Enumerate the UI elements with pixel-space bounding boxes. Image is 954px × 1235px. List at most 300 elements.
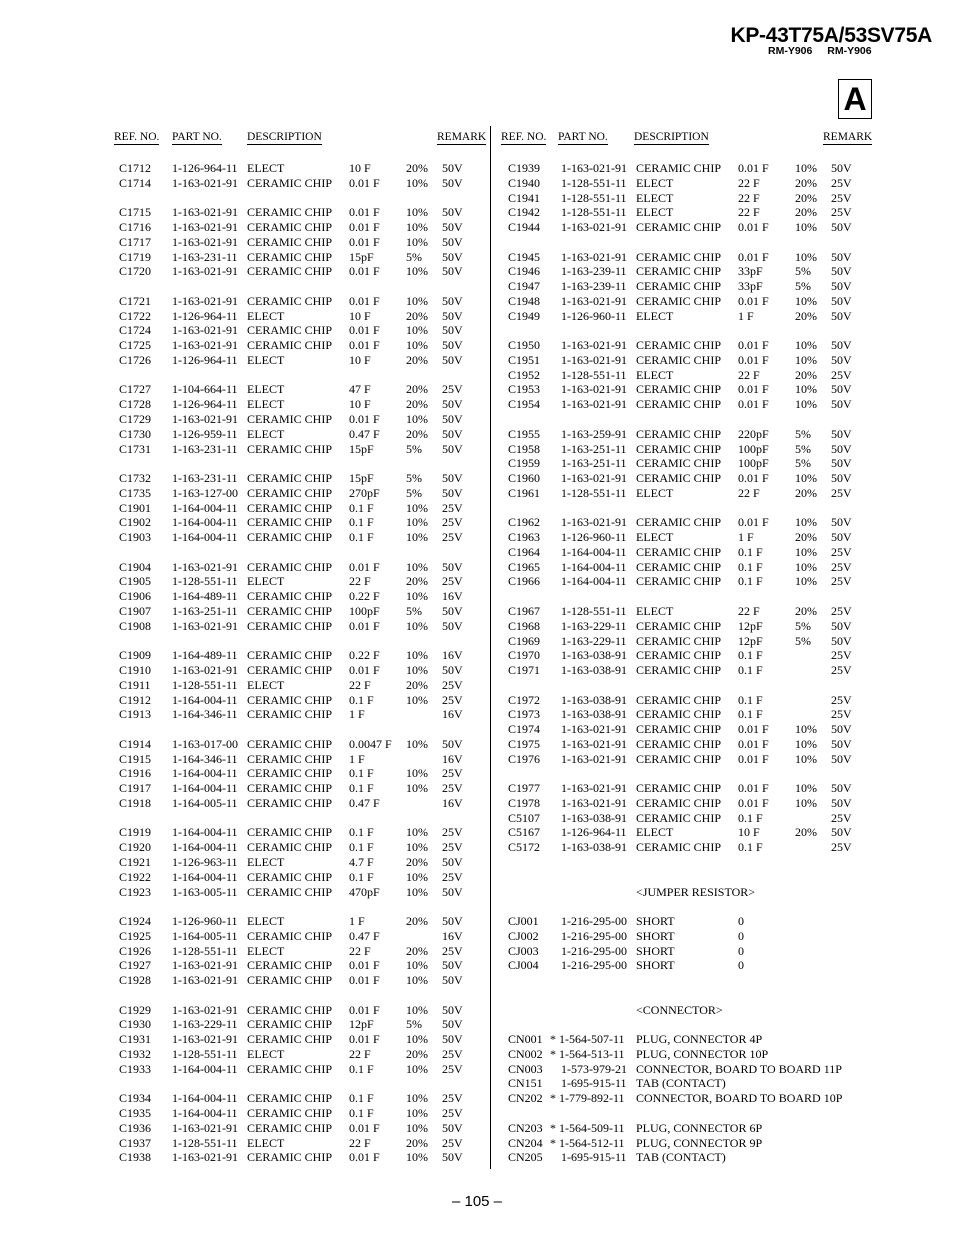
cell-description: CERAMIC CHIP bbox=[636, 574, 722, 589]
cell-description: TAB (CONTACT) bbox=[636, 1076, 726, 1091]
cell-tolerance: 5% bbox=[406, 441, 422, 456]
cell-value: 0.01 F bbox=[738, 249, 769, 264]
cell-tolerance: 10% bbox=[406, 869, 428, 884]
cell-ref-no: C1963 bbox=[508, 530, 541, 545]
cell-value: 10 F bbox=[738, 825, 760, 840]
cell-voltage: 50V bbox=[831, 441, 852, 456]
cell-ref-no: C1928 bbox=[119, 973, 152, 988]
cell-part-no: 1-126-964-11 bbox=[561, 825, 627, 840]
cell-ref-no: CJ004 bbox=[508, 958, 539, 973]
cell-tolerance: 20% bbox=[406, 161, 428, 175]
cell-value: 0.01 F bbox=[349, 559, 380, 574]
cell-part-no: 1-163-021-91 bbox=[172, 559, 238, 574]
cell-ref-no: CN003 bbox=[508, 1061, 543, 1076]
cell-ref-no: C1960 bbox=[508, 471, 541, 486]
cell-value: 0.01 F bbox=[349, 663, 380, 678]
cell-part-no: 1-164-004-11 bbox=[561, 544, 627, 559]
cell-ref-no: C1937 bbox=[119, 1135, 152, 1150]
cell-voltage: 50V bbox=[442, 234, 463, 249]
cell-tolerance: 10% bbox=[406, 323, 428, 338]
cell-tolerance: 5% bbox=[406, 1017, 422, 1032]
cell-part-no: 1-163-021-91 bbox=[561, 338, 627, 353]
cell-value: 12pF bbox=[349, 1017, 374, 1032]
cell-description: CERAMIC CHIP bbox=[636, 722, 722, 737]
cell-value: 1 F bbox=[738, 308, 754, 323]
cell-value: 0.01 F bbox=[349, 220, 380, 235]
cell-voltage: 25V bbox=[442, 781, 463, 796]
cell-part-no: 1-163-021-91 bbox=[561, 220, 627, 235]
cell-voltage: 16V bbox=[442, 751, 463, 766]
cell-description: ELECT bbox=[247, 1046, 285, 1061]
cell-description: CERAMIC CHIP bbox=[636, 279, 722, 294]
cell-ref-no: C1923 bbox=[119, 884, 152, 899]
cell-value: 22 F bbox=[738, 603, 760, 618]
cell-tolerance: 10% bbox=[795, 220, 817, 235]
cell-description: ELECT bbox=[636, 308, 674, 323]
cell-ref-no: C1931 bbox=[119, 1032, 152, 1047]
cell-value: 12pF bbox=[738, 633, 763, 648]
cell-tolerance: 10% bbox=[406, 663, 428, 678]
cell-part-no: 1-164-005-11 bbox=[172, 928, 238, 943]
cell-description: CERAMIC CHIP bbox=[636, 264, 722, 279]
cell-part-no: 1-163-021-91 bbox=[561, 795, 627, 810]
cell-ref-no: C1924 bbox=[119, 914, 152, 929]
cell-ref-no: C1973 bbox=[508, 707, 541, 722]
cell-part-no: 1-126-964-11 bbox=[172, 308, 238, 323]
cell-value: 220pF bbox=[738, 426, 769, 441]
cell-value: 0.01 F bbox=[738, 736, 769, 751]
cell-description: SHORT bbox=[636, 914, 675, 929]
cell-voltage: 50V bbox=[442, 323, 463, 338]
cell-description: ELECT bbox=[247, 914, 285, 929]
cell-description: CERAMIC CHIP bbox=[247, 412, 333, 427]
cell-part-no: 1-163-229-11 bbox=[172, 1017, 238, 1032]
cell-value: 0.01 F bbox=[738, 751, 769, 766]
cell-voltage: 16V bbox=[442, 795, 463, 810]
cell-description: ELECT bbox=[636, 205, 674, 220]
cell-value: 0.1 F bbox=[349, 869, 374, 884]
cell-ref-no: CN001 bbox=[508, 1032, 543, 1047]
cell-part-no: 1-163-021-91 bbox=[172, 1120, 238, 1135]
cell-part-no: 1-164-004-11 bbox=[172, 692, 238, 707]
cell-voltage: 25V bbox=[831, 485, 852, 500]
cell-description: CERAMIC CHIP bbox=[636, 441, 722, 456]
cell-voltage: 50V bbox=[831, 308, 852, 323]
cell-voltage: 50V bbox=[442, 559, 463, 574]
cell-part-no: 1-164-004-11 bbox=[172, 869, 238, 884]
cell-ref-no: C1935 bbox=[119, 1106, 152, 1120]
cell-ref-no: C1974 bbox=[508, 722, 541, 737]
cell-ref-no: C1921 bbox=[119, 854, 152, 869]
cell-description: CERAMIC CHIP bbox=[247, 485, 333, 500]
cell-part-no: 1-163-021-91 bbox=[561, 249, 627, 264]
cell-part-no: 1-164-004-11 bbox=[172, 1061, 238, 1076]
cell-part-no: 1-163-251-11 bbox=[561, 441, 627, 456]
cell-voltage: 25V bbox=[442, 692, 463, 707]
model-title: KP-43T75A/53SV75A bbox=[730, 24, 932, 47]
cell-part-no: 1-164-004-11 bbox=[172, 500, 238, 515]
cell-tolerance: 20% bbox=[406, 397, 428, 412]
cell-ref-no: C1901 bbox=[119, 500, 152, 515]
cell-description: CERAMIC CHIP bbox=[247, 589, 333, 604]
cell-ref-no: CN202 bbox=[508, 1091, 543, 1106]
cell-part-no: * 1-564-509-11 bbox=[550, 1120, 625, 1135]
cell-tolerance: 5% bbox=[406, 471, 422, 486]
cell-description: CERAMIC CHIP bbox=[636, 707, 722, 722]
cell-voltage: 50V bbox=[442, 1032, 463, 1047]
cell-ref-no: C1941 bbox=[508, 190, 541, 205]
cell-description: CERAMIC CHIP bbox=[636, 471, 722, 486]
cell-description: CERAMIC CHIP bbox=[636, 397, 722, 412]
cell-part-no: 1-128-551-11 bbox=[172, 677, 238, 692]
cell-value: 10 F bbox=[349, 161, 371, 175]
cell-value: 0.1 F bbox=[349, 530, 374, 545]
cell-ref-no: C1717 bbox=[119, 234, 152, 249]
cell-value: 10 F bbox=[349, 352, 371, 367]
cell-tolerance: 10% bbox=[406, 530, 428, 545]
cell-tolerance: 10% bbox=[406, 515, 428, 530]
cell-value: 0.22 F bbox=[349, 589, 380, 604]
cell-ref-no: C1951 bbox=[508, 352, 541, 367]
cell-voltage: 25V bbox=[831, 692, 852, 707]
cell-ref-no: CJ001 bbox=[508, 914, 539, 929]
cell-part-no: 1-126-964-11 bbox=[172, 352, 238, 367]
cell-tolerance: 20% bbox=[795, 485, 817, 500]
cell-description: CERAMIC CHIP bbox=[247, 692, 333, 707]
cell-voltage: 50V bbox=[831, 633, 852, 648]
cell-description: ELECT bbox=[247, 574, 285, 589]
cell-ref-no: C1912 bbox=[119, 692, 152, 707]
cell-description: ELECT bbox=[636, 190, 674, 205]
cell-ref-no: C1732 bbox=[119, 471, 152, 486]
cell-ref-no: CJ002 bbox=[508, 928, 539, 943]
cell-ref-no: C1938 bbox=[119, 1150, 152, 1165]
cell-tolerance: 5% bbox=[795, 633, 811, 648]
cell-value: 22 F bbox=[738, 367, 760, 382]
cell-description: ELECT bbox=[247, 397, 285, 412]
cell-value: 33pF bbox=[738, 264, 763, 279]
cell-voltage: 25V bbox=[831, 603, 852, 618]
cell-ref-no: C1970 bbox=[508, 648, 541, 663]
cell-description: CERAMIC CHIP bbox=[247, 500, 333, 515]
cell-value: 22 F bbox=[349, 1135, 371, 1150]
cell-part-no: 1-163-231-11 bbox=[172, 471, 238, 486]
cell-part-no: 1-163-021-91 bbox=[172, 1150, 238, 1165]
cell-voltage: 25V bbox=[831, 205, 852, 220]
cell-ref-no: C1720 bbox=[119, 264, 152, 279]
cell-part-no: 1-163-239-11 bbox=[561, 264, 627, 279]
cell-ref-no: C1714 bbox=[119, 175, 152, 190]
cell-voltage: 25V bbox=[442, 766, 463, 781]
cell-ref-no: C1913 bbox=[119, 707, 152, 722]
cell-value: 0.01 F bbox=[738, 471, 769, 486]
cell-ref-no: C1950 bbox=[508, 338, 541, 353]
cell-tolerance: 20% bbox=[406, 426, 428, 441]
cell-voltage: 50V bbox=[831, 722, 852, 737]
cell-part-no: 1-164-346-11 bbox=[172, 751, 238, 766]
cell-description: CERAMIC CHIP bbox=[247, 1150, 333, 1165]
cell-voltage: 50V bbox=[831, 471, 852, 486]
cell-part-no: 1-128-551-11 bbox=[172, 943, 238, 958]
cell-voltage: 50V bbox=[442, 854, 463, 869]
cell-value: 0.1 F bbox=[738, 810, 763, 825]
remote-models: RM-Y906 RM-Y906 bbox=[768, 45, 872, 57]
cell-part-no: 1-163-038-91 bbox=[561, 810, 627, 825]
cell-part-no: 1-104-664-11 bbox=[172, 382, 238, 397]
cell-voltage: 16V bbox=[442, 589, 463, 604]
cell-description: CERAMIC CHIP bbox=[247, 840, 333, 855]
cell-description: CERAMIC CHIP bbox=[636, 736, 722, 751]
header-remark-right: REMARK bbox=[823, 131, 873, 143]
cell-description: CERAMIC CHIP bbox=[247, 603, 333, 618]
cell-tolerance: 20% bbox=[795, 530, 817, 545]
cell-part-no: 1-163-021-91 bbox=[172, 412, 238, 427]
cell-part-no: 1-164-004-11 bbox=[172, 1091, 238, 1106]
cell-part-no: 1-695-915-11 bbox=[561, 1076, 627, 1091]
cell-value: 0.01 F bbox=[349, 412, 380, 427]
cell-part-no: 1-126-963-11 bbox=[172, 854, 238, 869]
cell-description: CERAMIC CHIP bbox=[247, 707, 333, 722]
cell-part-no: 1-163-021-91 bbox=[172, 234, 238, 249]
cell-ref-no: C1908 bbox=[119, 618, 152, 633]
cell-value: 1 F bbox=[349, 751, 365, 766]
cell-ref-no: C1730 bbox=[119, 426, 152, 441]
cell-voltage: 50V bbox=[442, 471, 463, 486]
cell-ref-no: CN002 bbox=[508, 1046, 543, 1061]
cell-tolerance: 10% bbox=[406, 692, 428, 707]
cell-tolerance: 10% bbox=[795, 574, 817, 589]
cell-description: CERAMIC CHIP bbox=[247, 766, 333, 781]
header-description-right: DESCRIPTION bbox=[634, 131, 709, 143]
cell-description: CERAMIC CHIP bbox=[636, 456, 722, 471]
cell-description: CERAMIC CHIP bbox=[247, 781, 333, 796]
cell-voltage: 50V bbox=[831, 220, 852, 235]
cell-ref-no: C1952 bbox=[508, 367, 541, 382]
cell-description: ELECT bbox=[247, 854, 285, 869]
cell-value: 0 bbox=[738, 928, 744, 943]
cell-description: CERAMIC CHIP bbox=[247, 293, 333, 308]
cell-tolerance: 10% bbox=[406, 500, 428, 515]
cell-part-no: 1-164-489-11 bbox=[172, 589, 238, 604]
cell-voltage: 16V bbox=[442, 928, 463, 943]
cell-voltage: 25V bbox=[831, 663, 852, 678]
cell-value: 0.1 F bbox=[738, 574, 763, 589]
cell-voltage: 16V bbox=[442, 707, 463, 722]
cell-description: CERAMIC CHIP bbox=[247, 973, 333, 988]
cell-value: 22 F bbox=[738, 205, 760, 220]
cell-voltage: 50V bbox=[442, 1017, 463, 1032]
cell-value: 0.1 F bbox=[738, 692, 763, 707]
cell-description: CERAMIC CHIP bbox=[247, 869, 333, 884]
cell-part-no: 1-163-021-91 bbox=[561, 751, 627, 766]
cell-description: ELECT bbox=[636, 603, 674, 618]
cell-tolerance: 10% bbox=[406, 1032, 428, 1047]
cell-value: 0.47 F bbox=[349, 426, 380, 441]
cell-part-no: 1-163-038-91 bbox=[561, 663, 627, 678]
cell-part-no: * 1-564-512-11 bbox=[550, 1135, 625, 1150]
cell-ref-no: C1940 bbox=[508, 175, 541, 190]
cell-description: CERAMIC CHIP bbox=[247, 559, 333, 574]
cell-value: 0.01 F bbox=[349, 175, 380, 190]
cell-ref-no: C1917 bbox=[119, 781, 152, 796]
cell-tolerance: 20% bbox=[406, 352, 428, 367]
cell-value: 15pF bbox=[349, 471, 374, 486]
cell-description: CERAMIC CHIP bbox=[636, 795, 722, 810]
header-remark-left: REMARK bbox=[437, 131, 487, 143]
cell-ref-no: C5167 bbox=[508, 825, 541, 840]
cell-ref-no: C1916 bbox=[119, 766, 152, 781]
cell-ref-no: C1715 bbox=[119, 205, 152, 220]
cell-tolerance: 10% bbox=[406, 220, 428, 235]
cell-description: CERAMIC CHIP bbox=[636, 515, 722, 530]
cell-value: 0.01 F bbox=[349, 1120, 380, 1135]
cell-part-no: 1-128-551-11 bbox=[561, 485, 627, 500]
cell-value: 0.01 F bbox=[349, 338, 380, 353]
cell-ref-no: C1919 bbox=[119, 825, 152, 840]
cell-part-no: 1-164-346-11 bbox=[172, 707, 238, 722]
cell-description: CERAMIC CHIP bbox=[636, 220, 722, 235]
cell-voltage: 50V bbox=[442, 338, 463, 353]
cell-tolerance: 20% bbox=[795, 205, 817, 220]
section-heading-label: <CONNECTOR> bbox=[636, 1002, 723, 1017]
cell-voltage: 25V bbox=[831, 840, 852, 855]
cell-description: CERAMIC CHIP bbox=[636, 249, 722, 264]
cell-description: ELECT bbox=[247, 943, 285, 958]
cell-voltage: 50V bbox=[831, 279, 852, 294]
cell-ref-no: C1929 bbox=[119, 1002, 152, 1017]
cell-description: CERAMIC CHIP bbox=[247, 618, 333, 633]
cell-value: 0.1 F bbox=[738, 544, 763, 559]
cell-part-no: 1-163-021-91 bbox=[172, 175, 238, 190]
cell-part-no: 1-126-960-11 bbox=[561, 530, 627, 545]
cell-ref-no: C1959 bbox=[508, 456, 541, 471]
cell-voltage: 25V bbox=[831, 707, 852, 722]
cell-part-no: 1-163-021-91 bbox=[561, 736, 627, 751]
cell-voltage: 50V bbox=[831, 530, 852, 545]
cell-tolerance: 20% bbox=[406, 1046, 428, 1061]
cell-ref-no: C5107 bbox=[508, 810, 541, 825]
cell-voltage: 50V bbox=[442, 352, 463, 367]
cell-voltage: 25V bbox=[831, 559, 852, 574]
cell-voltage: 50V bbox=[442, 264, 463, 279]
cell-tolerance: 10% bbox=[795, 352, 817, 367]
cell-description: CERAMIC CHIP bbox=[247, 441, 333, 456]
cell-description: CERAMIC CHIP bbox=[636, 810, 722, 825]
cell-value: 0.47 F bbox=[349, 928, 380, 943]
cell-ref-no: C1945 bbox=[508, 249, 541, 264]
cell-part-no: 1-216-295-00 bbox=[561, 928, 627, 943]
cell-ref-no: C1729 bbox=[119, 412, 152, 427]
cell-voltage: 25V bbox=[442, 1061, 463, 1076]
cell-value: 0.1 F bbox=[349, 1106, 374, 1120]
cell-tolerance: 5% bbox=[795, 264, 811, 279]
cell-ref-no: C1968 bbox=[508, 618, 541, 633]
cell-ref-no: C1922 bbox=[119, 869, 152, 884]
cell-description: CERAMIC CHIP bbox=[636, 352, 722, 367]
cell-value: 1 F bbox=[349, 707, 365, 722]
header-description-left: DESCRIPTION bbox=[247, 131, 322, 143]
cell-part-no: 1-128-551-11 bbox=[561, 367, 627, 382]
cell-part-no: 1-163-021-91 bbox=[561, 397, 627, 412]
cell-voltage: 50V bbox=[442, 603, 463, 618]
cell-tolerance: 10% bbox=[406, 234, 428, 249]
cell-part-no: 1-163-021-91 bbox=[172, 618, 238, 633]
cell-tolerance: 10% bbox=[406, 973, 428, 988]
cell-description: CERAMIC CHIP bbox=[247, 736, 333, 751]
cell-ref-no: C1964 bbox=[508, 544, 541, 559]
cell-description: PLUG, CONNECTOR 9P bbox=[636, 1135, 763, 1150]
cell-tolerance: 10% bbox=[406, 264, 428, 279]
cell-voltage: 50V bbox=[831, 825, 852, 840]
cell-ref-no: CN151 bbox=[508, 1076, 543, 1091]
cell-value: 0.01 F bbox=[738, 338, 769, 353]
cell-part-no: 1-216-295-00 bbox=[561, 958, 627, 973]
cell-value: 0.22 F bbox=[349, 648, 380, 663]
column-divider bbox=[490, 126, 491, 1169]
cell-description: CERAMIC CHIP bbox=[636, 781, 722, 796]
cell-voltage: 25V bbox=[442, 1106, 463, 1120]
cell-voltage: 50V bbox=[442, 293, 463, 308]
cell-value: 0.01 F bbox=[349, 205, 380, 220]
cell-tolerance: 20% bbox=[795, 190, 817, 205]
cell-value: 15pF bbox=[349, 441, 374, 456]
cell-part-no: 1-128-551-11 bbox=[172, 1046, 238, 1061]
cell-ref-no: C1961 bbox=[508, 485, 541, 500]
cell-voltage: 50V bbox=[442, 736, 463, 751]
cell-value: 0.1 F bbox=[738, 648, 763, 663]
cell-value: 0.01 F bbox=[738, 382, 769, 397]
cell-voltage: 50V bbox=[442, 1150, 463, 1165]
cell-voltage: 25V bbox=[442, 1046, 463, 1061]
cell-part-no: 1-163-021-91 bbox=[561, 722, 627, 737]
cell-value: 4.7 F bbox=[349, 854, 374, 869]
cell-part-no: 1-163-021-91 bbox=[561, 352, 627, 367]
cell-value: 0.01 F bbox=[349, 1002, 380, 1017]
cell-voltage: 50V bbox=[831, 397, 852, 412]
header-ref-no-left: REF. NO. bbox=[114, 131, 160, 143]
cell-description: CERAMIC CHIP bbox=[247, 928, 333, 943]
cell-value: 22 F bbox=[349, 574, 371, 589]
cell-voltage: 50V bbox=[831, 426, 852, 441]
cell-description: CERAMIC CHIP bbox=[247, 958, 333, 973]
cell-value: 0.01 F bbox=[738, 293, 769, 308]
cell-voltage: 50V bbox=[442, 973, 463, 988]
cell-description: CERAMIC CHIP bbox=[247, 1032, 333, 1047]
cell-part-no: 1-126-964-11 bbox=[172, 161, 238, 175]
cell-value: 0.1 F bbox=[349, 500, 374, 515]
cell-ref-no: C1976 bbox=[508, 751, 541, 766]
cell-voltage: 50V bbox=[831, 736, 852, 751]
cell-tolerance: 20% bbox=[795, 825, 817, 840]
cell-voltage: 50V bbox=[831, 382, 852, 397]
cell-part-no: 1-164-489-11 bbox=[172, 648, 238, 663]
cell-description: CERAMIC CHIP bbox=[247, 205, 333, 220]
cell-tolerance: 10% bbox=[795, 249, 817, 264]
cell-part-no: 1-163-021-91 bbox=[172, 663, 238, 678]
cell-part-no: 1-128-551-11 bbox=[172, 1135, 238, 1150]
cell-description: CERAMIC CHIP bbox=[247, 1002, 333, 1017]
cell-voltage: 16V bbox=[442, 648, 463, 663]
cell-tolerance: 10% bbox=[406, 1091, 428, 1106]
cell-voltage: 25V bbox=[442, 840, 463, 855]
cell-voltage: 50V bbox=[831, 249, 852, 264]
cell-description: ELECT bbox=[636, 485, 674, 500]
cell-description: CERAMIC CHIP bbox=[247, 249, 333, 264]
cell-value: 22 F bbox=[738, 190, 760, 205]
cell-voltage: 50V bbox=[442, 1120, 463, 1135]
cell-part-no: 1-164-004-11 bbox=[561, 574, 627, 589]
cell-value: 470pF bbox=[349, 884, 380, 899]
